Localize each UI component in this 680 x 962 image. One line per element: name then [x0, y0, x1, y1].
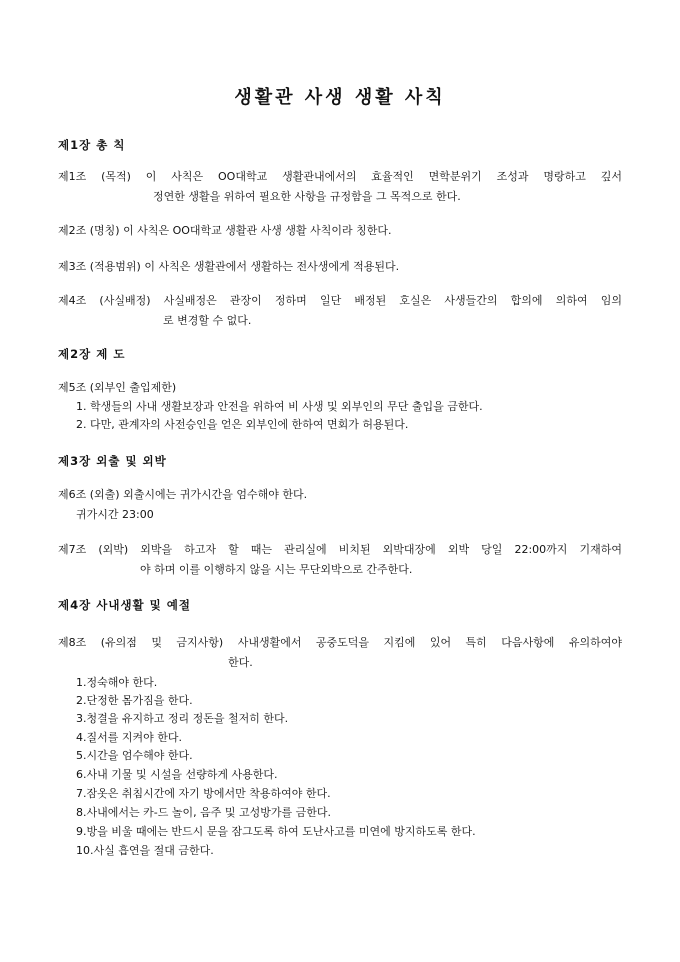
article-3: 제3조 (적용범위) 이 사칙은 생활관에서 생활하는 전사생에게 적용된다. [58, 260, 400, 273]
article-4-continuation: 로 변경할 수 없다. [163, 314, 252, 327]
article-5-item: 1. 학생들의 사내 생활보장과 안전을 위하여 비 사생 및 외부인의 무단 출입을 금한다. [76, 400, 483, 413]
article-8-item: 1.정숙해야 한다. [76, 676, 158, 689]
article-8: 제8조 (유의점 및 금지사항) 사내생활에서 공중도덕을 지킴에 있어 특히 다음사항에 유의하여야 [58, 636, 622, 649]
chapter-3-heading: 제3장 외출 및 외박 [58, 454, 167, 468]
article-8-continuation: 한다. [228, 656, 253, 669]
article-2: 제2조 (명칭) 이 사칙은 OO대학교 생활관 사생 생활 사칙이라 칭한다. [58, 224, 392, 237]
chapter-4-heading: 제4장 사내생활 및 예절 [58, 598, 191, 612]
article-8-item: 6.사내 기물 및 시설을 선량하게 사용한다. [76, 768, 278, 781]
article-1: 제1조 (목적) 이 사칙은 OO대학교 생활관내에서의 효율적인 면학분위기 조성과 명랑하고 깊서 [58, 170, 622, 183]
article-1-continuation: 정연한 생활을 위하여 필요한 사항을 규정함을 그 목적으로 한다. [153, 190, 461, 203]
article-6-detail: 귀가시간 23:00 [76, 508, 154, 521]
article-4: 제4조 (사실배정) 사실배정은 관장이 정하며 일단 배정된 호실은 사생들간의 합의에 의하여 임의 [58, 294, 622, 307]
document-title: 생활관 사생 생활 사칙 [234, 87, 446, 108]
chapter-1-heading: 제1장 총 칙 [58, 138, 126, 152]
article-8-item: 10.사실 흡연을 절대 금한다. [76, 844, 214, 857]
article-8-item: 2.단정한 몸가짐을 한다. [76, 694, 193, 707]
article-8-item: 8.사내에서는 카-드 놀이, 음주 및 고성방가를 금한다. [76, 806, 331, 819]
article-8-item: 9.방을 비울 때에는 반드시 문을 잠그도록 하여 도난사고를 미연에 방지하도록 한다. [76, 825, 476, 838]
article-8-item: 5.시간을 엄수해야 한다. [76, 749, 193, 762]
article-5-item: 2. 다만, 관계자의 사전승인을 얻은 외부인에 한하여 면회가 허용된다. [76, 418, 409, 431]
article-8-item: 3.청결을 유지하고 정리 정돈을 철저히 한다. [76, 712, 289, 725]
article-7-continuation: 야 하며 이를 이행하지 않을 시는 무단외박으로 간주한다. [140, 563, 413, 576]
article-5: 제5조 (외부인 출입제한) [58, 381, 177, 394]
chapter-2-heading: 제2장 제 도 [58, 347, 126, 361]
article-7: 제7조 (외박) 외박을 하고자 할 때는 관리실에 비치된 외박대장에 외박 당일 22:00까지 기재하여 [58, 543, 622, 556]
article-6: 제6조 (외출) 외출시에는 귀가시간을 엄수해야 한다. [58, 488, 308, 501]
article-8-item: 7.잠옷은 취침시간에 자기 방에서만 착용하여야 한다. [76, 787, 331, 800]
article-8-item: 4.질서를 지켜야 한다. [76, 731, 182, 744]
